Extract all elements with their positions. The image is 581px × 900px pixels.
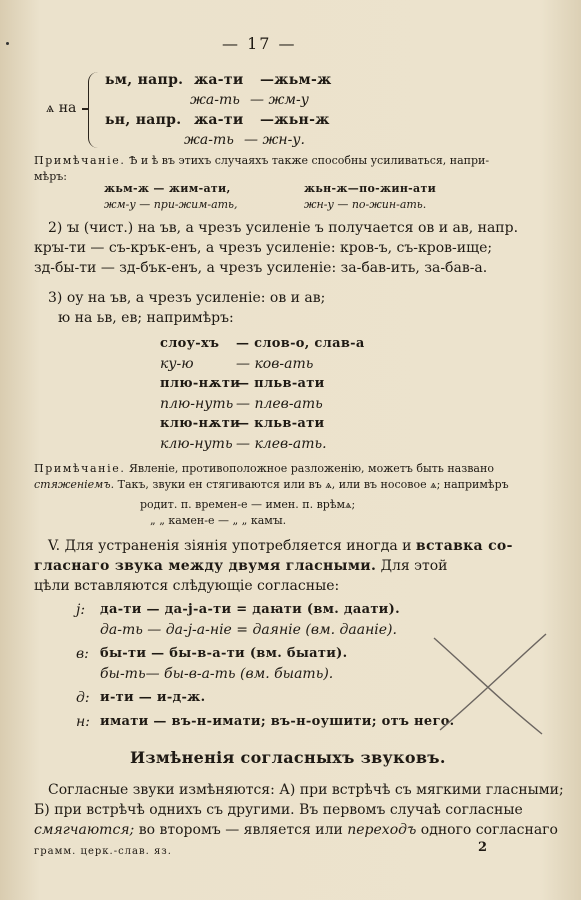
- section-5-emph-1: вставка со-: [415, 538, 513, 554]
- section-5-text-2: Для этой: [380, 558, 448, 574]
- brace-row-3-b: жа-ти: [194, 112, 244, 128]
- note-2-term: стяженіемъ.: [34, 478, 115, 491]
- page-number: — 17 —: [222, 34, 297, 53]
- brace-row-2-c: — жм-у: [250, 92, 309, 108]
- p3-ex-1-b: — слов-о, слав-а: [236, 336, 365, 351]
- pencil-cross-mark: [430, 630, 550, 740]
- section-5-row-5: и-ти — и-д-ж.: [100, 690, 206, 705]
- section-5-line-2: [34, 558, 448, 574]
- section-5-row-2: да-ть — да-j-а-ніе = даяніе (вм. дааніе).: [100, 622, 397, 638]
- brace-row-1-b: жа-ти: [194, 72, 244, 88]
- p3-ex-5-a: клю-нѫти: [160, 416, 241, 431]
- p2-line-3: зд-бы-ти — зд-бък-енъ, а чрезъ усиленіе: за-бав-ить, за-бав-а.: [34, 260, 488, 276]
- p3-ex-2-b: — ков-ать: [236, 356, 314, 372]
- note-2-line-2: [34, 478, 509, 491]
- p3-ex-1-a: слоу-хъ: [160, 336, 220, 351]
- brace-lead: ѧ на: [46, 100, 77, 116]
- brace-row-1-c: —жьм-ж: [260, 72, 332, 88]
- note-1-text: Ѣ и ѣ въ этихъ случаяхъ также способны усиливаться, напри-: [128, 154, 490, 167]
- brace-row-3-c: —жьн-ж: [260, 112, 330, 128]
- section-5-key-d: д:: [76, 690, 90, 706]
- brace-row-1-a: ьм, напр.: [105, 72, 184, 88]
- brace-row-4-c: — жн-у.: [244, 132, 305, 148]
- footer-title: грамм. церк.-слав. яз.: [34, 846, 172, 857]
- ink-speck: [6, 42, 9, 45]
- note-1-line: [34, 154, 489, 167]
- signature-number: 2: [478, 840, 488, 855]
- note-2-label: Примѣчаніе.: [34, 462, 126, 475]
- p3-ex-3-a: плю-нѫти: [160, 376, 241, 391]
- note-1-ex-1-ru: жм-у — при-жим-ать,: [104, 198, 238, 211]
- p3-ex-2-a: ку-ю: [160, 356, 194, 372]
- brace-row-4-b: жа-ть: [184, 132, 234, 148]
- final-term-1: смягчаются;: [34, 822, 135, 838]
- p3-ex-4-b: — плев-ать: [236, 396, 323, 412]
- section-5-key-j: j:: [76, 602, 86, 618]
- brace-row-3-a: ьн, напр.: [105, 112, 182, 128]
- section-5-line-3: цѣли вставляются слѣдующіе согласные:: [34, 578, 340, 594]
- section-5-key-n: н:: [76, 714, 90, 730]
- section-5-emph-2: гласнаго звука между двумя гласными.: [34, 558, 377, 574]
- section-5-key-v: в:: [76, 646, 89, 662]
- note-2-example-1: родит. п. времен-е — имен. п. врѣмѧ;: [140, 498, 356, 511]
- note-2-text-1: Явленіе, противоположное разложенію, можетъ быть названо: [128, 462, 494, 475]
- p2-line-1: 2) ꙑ (чист.) на ъв, а чрезъ усиленіе ъ получается ов и ав, напр.: [48, 220, 519, 236]
- section-5-row-3: бы-ти — бы-в-а-ти (вм. быати).: [100, 646, 348, 661]
- section-5-row-4: бы-ть— бы-в-а-ть (вм. быать).: [100, 666, 334, 682]
- note-1-ex-1-cs: жьм-ж — жим-ати,: [104, 182, 231, 195]
- note-1-ex-2-cs: жьн-ж—по-жин-ати: [304, 182, 437, 195]
- brace: [88, 72, 99, 148]
- final-term-2: переходъ: [347, 822, 417, 838]
- note-1-cont: мѣръ:: [34, 170, 67, 183]
- final-text-2: одного согласнаго: [420, 822, 558, 838]
- section-5-text-1: V. Для устраненія зіянія употребляется иногда и: [48, 538, 412, 554]
- p3-ex-5-b: — кльв-ати: [236, 416, 325, 431]
- note-1-ex-2-ru: жн-у — по-жин-ать.: [304, 198, 427, 211]
- p2-line-2: крꙑ-ти — съ-крък-енъ, а чрезъ усиленіе: кров-ъ, съ-кров-ище;: [34, 240, 493, 256]
- section-5-row-1: да-ти — да-j-а-ти = даꙗти (вм. даати).: [100, 602, 400, 617]
- note-2-text-2: Такъ, звуки ен стягиваются или въ ѧ, или въ носовое ѧ; напримѣръ: [117, 478, 509, 491]
- note-2-line-1: [34, 462, 494, 475]
- section-heading: Измѣненія согласныхъ звуковъ.: [130, 748, 446, 767]
- p3-ex-3-b: — пльв-ати: [236, 376, 325, 391]
- p3-ex-6-a: клю-нуть: [160, 436, 233, 452]
- note-2-example-2: „ „ камен-е — „ „ камꙑ.: [150, 514, 287, 527]
- final-text-1: во второмъ — является или: [138, 822, 343, 838]
- p3-line-1: 3) оу на ъв, а чрезъ усиленіе: ов и ав;: [48, 290, 326, 306]
- note-1-label: Примѣчаніе.: [34, 154, 126, 167]
- section-5-row-6: имати — въ-н-имати; въ-н-оушити; отъ него.: [100, 714, 455, 729]
- brace-row-2-b: жа-ть: [190, 92, 240, 108]
- final-line-1: Согласные звуки измѣняются: А) при встрѣчѣ съ мягкими гласными;: [48, 782, 564, 798]
- final-line-3: [34, 822, 558, 838]
- section-5-line-1: [48, 538, 513, 554]
- p3-ex-4-a: плю-нуть: [160, 396, 234, 412]
- final-line-2: Б) при встрѣчѣ однихъ съ другими. Въ первомъ случаѣ согласные: [34, 802, 523, 818]
- p3-line-2: ю на ьв, ев; напримѣръ:: [58, 310, 234, 326]
- p3-ex-6-b: — клев-ать.: [236, 436, 327, 452]
